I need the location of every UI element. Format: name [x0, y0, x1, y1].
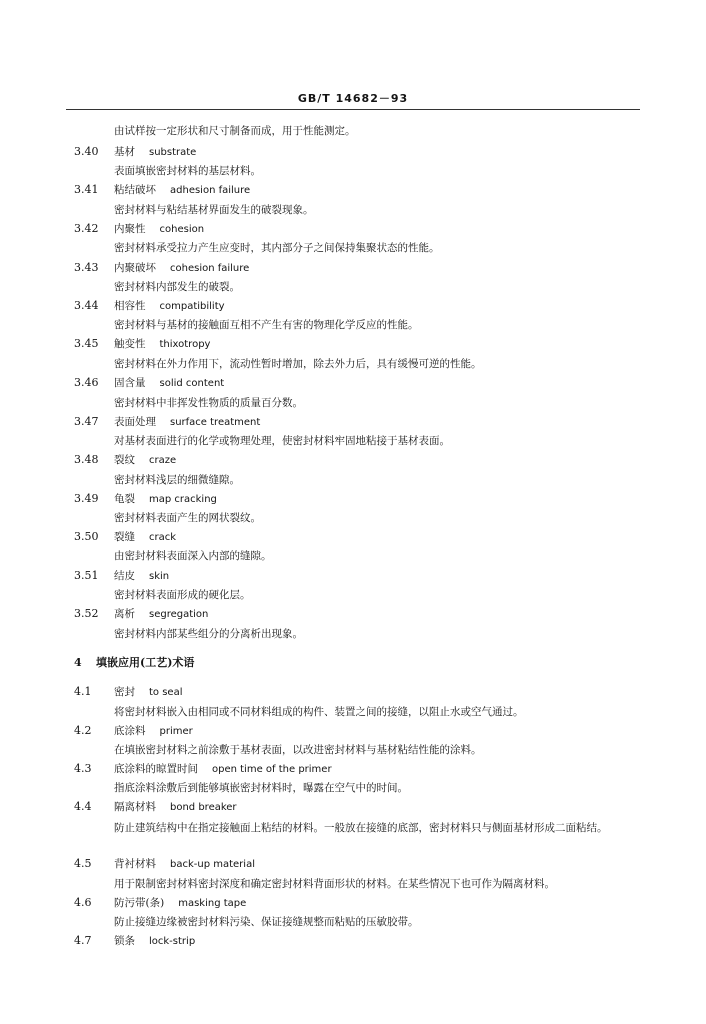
term-en: surface treatment [170, 417, 261, 428]
term-zh: 粘结破坏 [114, 184, 156, 196]
definition: 防止接缝边缘被密封材料污染、保证接缝规整而粘贴的压敏胶带。 [114, 916, 419, 928]
definition: 密封材料表面形成的硬化层。 [114, 589, 251, 601]
definition: 在填嵌密封材料之前涂敷于基材表面，以改进密封材料与基材粘结性能的涂料。 [114, 744, 482, 756]
definition: 密封材料浅层的细微缝隙。 [114, 474, 240, 486]
definition: 密封材料中非挥发性物质的质量百分数。 [114, 397, 303, 409]
section-heading [74, 656, 194, 670]
term-en: compatibility [159, 301, 225, 312]
term-en: cohesion [159, 224, 205, 235]
definition: 密封材料内部发生的破裂。 [114, 281, 240, 293]
term-en: adhesion failure [170, 185, 251, 196]
entry-number: 3.41 [74, 183, 99, 196]
term-zh: 基材 [114, 146, 135, 158]
definition: 密封材料在外力作用下，流动性暂时增加，除去外力后，具有缓慢可逆的性能。 [114, 358, 482, 370]
term-zh: 底涂料的晾置时间 [114, 763, 198, 775]
definition: 由密封材料表面深入内部的缝隙。 [114, 550, 272, 562]
definition: 用于限制密封材料密封深度和确定密封材料背面形状的材料。在某些情况下也可作为隔离材料。 [114, 878, 555, 890]
term-zh: 触变性 [114, 338, 146, 350]
entry-number: 3.44 [74, 299, 99, 312]
entry-number: 4.4 [74, 800, 92, 813]
definition: 密封材料内部某些组分的分离析出现象。 [114, 628, 303, 640]
term-zh: 表面处理 [114, 416, 156, 428]
entry-number: 3.45 [74, 337, 99, 350]
entry-number: 4.1 [74, 685, 92, 698]
term-zh: 裂缝 [114, 531, 135, 543]
term-zh: 背衬材料 [114, 858, 156, 870]
term-zh: 固含量 [114, 377, 146, 389]
term-en: map cracking [149, 494, 217, 505]
section-number: 4 [74, 656, 82, 669]
entry-number: 3.49 [74, 492, 99, 505]
term-en: segregation [149, 609, 209, 620]
definition: 对基材表面进行的化学或物理处理，使密封材料牢固地粘接于基材表面。 [114, 435, 450, 447]
term-en: thixotropy [159, 339, 211, 350]
term-en: bond breaker [170, 802, 237, 813]
entry-number: 3.50 [74, 530, 99, 543]
term-zh: 离析 [114, 608, 135, 620]
definition: 密封材料与粘结基材界面发生的破裂现象。 [114, 204, 314, 216]
entry-number: 4.5 [74, 857, 92, 870]
entry-number: 4.2 [74, 724, 92, 737]
entry-number: 3.52 [74, 607, 99, 620]
header-rule [66, 109, 640, 110]
term-zh: 隔离材料 [114, 801, 156, 813]
definition: 防止建筑结构中在指定接触面上粘结的材料。一般放在接缝的底部，密封材料只与侧面基材形成二面粘结。 [114, 822, 608, 834]
entry-number: 3.47 [74, 415, 99, 428]
definition: 将密封材料嵌入由相同或不同材料组成的构件、装置之间的接缝，以阻止水或空气通过。 [114, 706, 524, 718]
term-zh: 结皮 [114, 570, 135, 582]
term-zh: 底涂料 [114, 725, 146, 737]
entry-number: 3.40 [74, 145, 99, 158]
term-en: cohesion failure [170, 263, 250, 274]
entry-number: 3.51 [74, 569, 99, 582]
term-en: substrate [149, 147, 197, 158]
page-header: GB/T 14682－93 [297, 92, 409, 105]
term-zh: 锁条 [114, 935, 135, 947]
term-en: to seal [149, 687, 183, 698]
entry-number: 4.3 [74, 762, 92, 775]
term-en: skin [149, 571, 170, 582]
term-en: open time of the primer [212, 764, 332, 775]
term-en: craze [149, 455, 177, 466]
term-zh: 龟裂 [114, 493, 135, 505]
section-title: 填嵌应用(工艺)术语 [96, 656, 195, 669]
definition: 密封材料承受拉力产生应变时，其内部分子之间保持集聚状态的性能。 [114, 242, 440, 254]
entry-number: 4.6 [74, 896, 92, 909]
entry-number: 4.7 [74, 934, 92, 947]
term-en: back-up material [170, 859, 255, 870]
term-zh: 内聚破坏 [114, 262, 156, 274]
definition: 密封材料表面产生的网状裂纹。 [114, 512, 261, 524]
term-en: solid content [159, 378, 225, 389]
term-en: masking tape [178, 898, 247, 909]
term-en: primer [159, 726, 193, 737]
continuation-text: 由试样按一定形状和尺寸制备而成，用于性能测定。 [114, 125, 356, 137]
term-en: crack [149, 532, 177, 543]
definition: 表面填嵌密封材料的基层材料。 [114, 165, 261, 177]
term-zh: 相容性 [114, 300, 146, 312]
term-zh: 密封 [114, 686, 135, 698]
term-zh: 裂纹 [114, 454, 135, 466]
entry-number: 3.46 [74, 376, 99, 389]
definition: 指底涂料涂敷后到能够填嵌密封材料时，曝露在空气中的时间。 [114, 782, 408, 794]
term-zh: 防污带(条) [114, 897, 165, 909]
entry-number: 3.42 [74, 222, 99, 235]
entry-number: 3.43 [74, 261, 99, 274]
term-zh: 内聚性 [114, 223, 146, 235]
entry-number: 3.48 [74, 453, 99, 466]
definition: 密封材料与基材的接触面互相不产生有害的物理化学反应的性能。 [114, 319, 419, 331]
term-en: lock-strip [149, 936, 196, 947]
